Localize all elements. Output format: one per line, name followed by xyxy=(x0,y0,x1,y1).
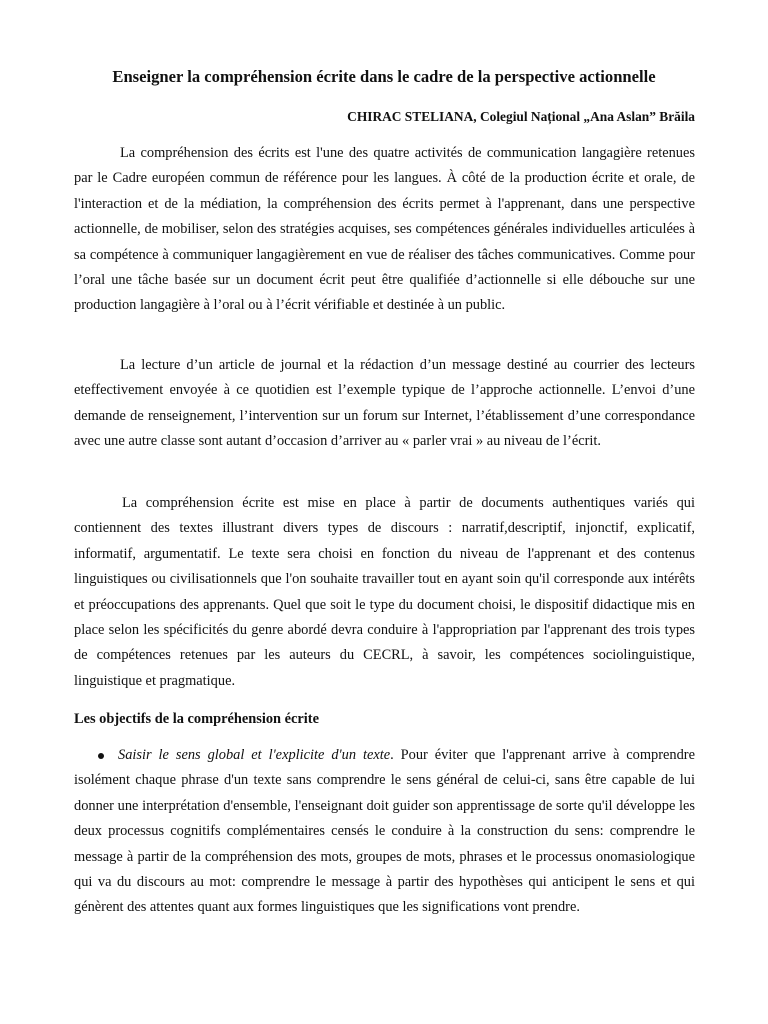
bullet-lead: Saisir le sens global et l'explicite d'un texte xyxy=(118,747,391,763)
list-item xyxy=(74,743,695,921)
paragraph-3: La compréhension écrite est mise en place à partir de documents authentiques variés qui contiennent des textes illustrant divers types de discours : narratif,descriptif, injonctif, explicatif, informatif, argumentatif. Le texte sera choisi en fonction du niveau de l'apprenant et des contenus linguistiques ou civilisationnels que l'on souhaite travailler tout en ayant soin qu'il corresponde aux intérêts et préoccupations des apprenants. Quel que soit le type du document choisi, le dispositif didactique mis en place selon les spécificités du genre abordé devra conduire à l'appropriation par l'apprenant des trois types de compétences retenues par les auteurs du CECRL, à savoir, les compétences sociolinguistique, linguistique et pragmatique. xyxy=(74,495,695,689)
paragraph-1: La compréhension des écrits est l'une des quatre activités de communication langagière retenues par le Cadre européen commun de référence pour les langues. À côté de la production écrite et orale, de l'interaction et de la médiation, la compréhension des écrits permet à l'apprenant, dans une perspective actionnelle, de mobiliser, selon des stratégies acquises, ses compétences générales individuelles articulées à sa compétence à communiquer langagièrement en vue de réaliser des tâches communicatives. Comme pour l’oral une tâche basée sur un document écrit peut être qualifiée d’actionnelle si elle débouche sur une production langagière à l’oral ou à l’écrit vérifiable et destinée à un public. xyxy=(74,145,695,314)
section-heading: Les objectifs de la compréhension écrite xyxy=(74,711,319,727)
bullet-icon xyxy=(98,753,104,759)
paragraph-2: La lecture d’un article de journal et la rédaction d’un message destiné au courrier des lecteurs eteffectivement envoyée à ce quotidien est l’exemple typique de l’approche actionnelle. L’envoi d’une demande de renseignement, l’intervention sur un forum sur Internet, l’établissement d’une correspondance avec une autre classe sont autant d’occasion d’arriver au « parler vrai » au niveau de l’écrit. xyxy=(74,357,695,450)
page-title: Enseigner la compréhension écrite dans le cadre de la perspective actionnelle xyxy=(112,67,656,86)
bullet-text: . Pour éviter que l'apprenant arrive à comprendre isolément chaque phrase d'un texte sans comprendre le sens général de celui-ci, sans être capable de lui donner une interprétation d'ensemble, l'enseignant doit guider son apprentissage de sorte qu'il développe les deux processus cognitifs complémentaires censés le conduire à la construction du sens: comprendre le message à partir de la compréhension des mots, groupes de mots, phrases et le processus onomasiologique qui va du discours au mot: comprendre le message à partir des hypothèses qui anticipent le sens et qui génèrent des attentes quant aux formes linguistiques que les significations vont prendre. xyxy=(74,747,695,916)
author-line: CHIRAC STELIANA, Colegiul Național „Ana Aslan” Brăila xyxy=(347,109,695,124)
objectives-list xyxy=(74,743,695,921)
